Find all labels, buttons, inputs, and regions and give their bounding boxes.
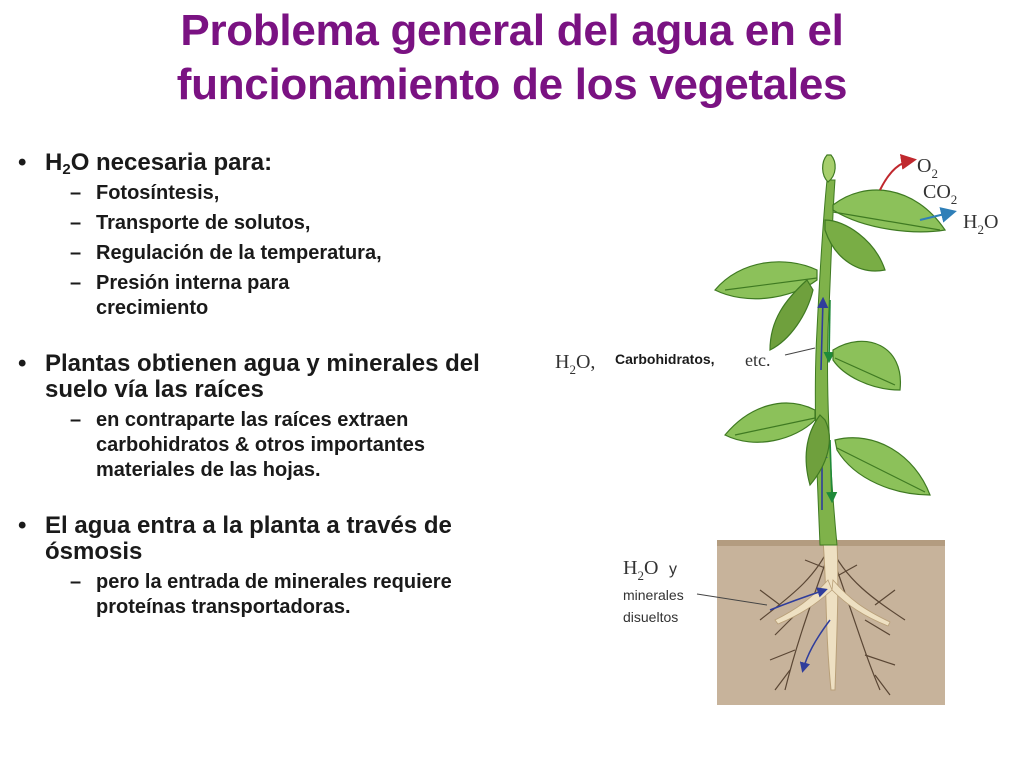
- label-o2: $O_2$: [917, 155, 938, 181]
- sub-bullet: [18, 271, 366, 321]
- sub-bullet: [18, 241, 518, 266]
- title-line-2: funcionamiento de los vegetales: [176, 60, 848, 109]
- sub-bullet-text: Fotosíntesis,: [96, 182, 220, 204]
- sub-bullet-text: en contraparte las raíces extraen carbohidratos & otros importantes materiales de las hojas.: [96, 409, 425, 481]
- slide-title: [0, 4, 1024, 112]
- label-h2o-mid: $H_2O$,: [555, 351, 596, 377]
- sub-bullet-text: Regulación de la temperatura,: [96, 242, 382, 264]
- sub-dash: –: [70, 571, 82, 593]
- bullet-osmosis: [18, 513, 515, 565]
- label-disueltos: disueltos: [623, 609, 679, 625]
- bullet-list: [18, 150, 518, 620]
- label-etc: etc.: [745, 350, 771, 370]
- sub-dash: –: [70, 242, 82, 264]
- bullet-h2o: [18, 150, 518, 176]
- label-h2o-root: $H_2O$: [623, 557, 659, 583]
- label-minerales: minerales: [623, 587, 684, 603]
- bullet-dot: •: [18, 149, 27, 176]
- bullet-text: El agua entra a la planta a través de ósmosis: [45, 512, 452, 565]
- sub-dash: –: [70, 182, 82, 204]
- bullet-raices: [18, 351, 515, 403]
- sub-bullet: [18, 408, 486, 483]
- sub-bullet: [18, 181, 518, 206]
- sub-bullet: [18, 570, 476, 620]
- label-co2: $CO_2$: [923, 181, 958, 207]
- sub-bullet-text: Transporte de solutos,: [96, 212, 311, 234]
- label-h2o-top: $H_2O$: [963, 211, 999, 237]
- plant-illustration: [545, 150, 1024, 710]
- sub-bullet-text: Presión interna para crecimiento: [96, 272, 290, 319]
- bullet-h2o-sub: 2: [62, 161, 71, 178]
- sub-dash: –: [70, 409, 82, 431]
- sub-dash: –: [70, 272, 82, 294]
- title-line-1: Problema general del agua en el: [180, 6, 844, 55]
- label-carbohidratos: Carbohidratos,: [615, 351, 715, 367]
- sub-bullet-text: pero la entrada de minerales requiere proteínas transportadoras.: [96, 571, 452, 618]
- sub-dash: –: [70, 212, 82, 234]
- bullet-h2o-h: H: [45, 149, 63, 176]
- bullet-dot: •: [18, 350, 27, 377]
- bullet-text: Plantas obtienen agua y minerales del suelo vía las raíces: [45, 350, 480, 403]
- bullet-dot: •: [18, 512, 27, 539]
- label-y: y: [669, 561, 677, 578]
- sub-bullet: [18, 211, 518, 236]
- bullet-h2o-rest: O necesaria para:: [70, 149, 273, 176]
